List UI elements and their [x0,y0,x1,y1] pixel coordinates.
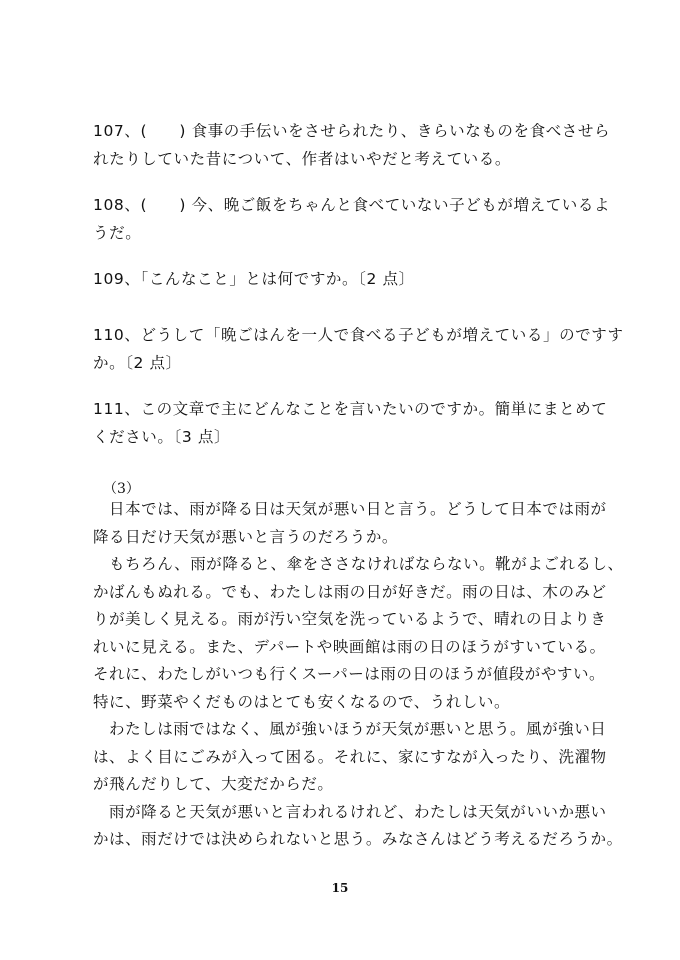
passage-line: れいに見える。また、デパートや映画館は雨の日のほうがすいている。 [93,637,606,656]
passage-line: 特に、野菜やくだものはとても安くなるので、うれしい。 [93,692,510,711]
passage-line: かばんもぬれる。でも、わたしは雨の日が好きだ。雨の日は、木のみど [93,582,607,601]
question-line: 109、「こんなこと」とは何ですか。〔2 点〕 [93,270,415,288]
passage-line: わたしは雨ではなく、風が強いほうが天気が悪いと思う。風が強い日 [93,720,607,738]
passage-line: 日本では、雨が降る日は天気が悪い日と言う。どうして日本では雨が [93,500,607,518]
passage-line: は、よく目にごみが入って困る。それに、家にすなが入ったり、洗濯物 [93,747,607,766]
question-107 [93,117,611,173]
passage-line: 降る日だけ天気が悪いと言うのだろうか。 [93,527,398,546]
question-line: 108、( ) 今、晩ご飯をちゃんと食べていない子どもが増えているよ [93,196,611,214]
passage-line: りが美しく見える。雨が汚い空気を洗っているようで、晴れの日よりき [93,610,607,628]
question-line: 107、( ) 食事の手伝いをさせられたり、きらいなものを食べさせら [93,122,611,140]
question-111 [93,395,608,451]
passage-line: もちろん、雨が降ると、傘をささなければならない。靴がよごれるし、 [93,555,624,573]
passage-line: かは、雨だけでは決められないと思う。みなさんはどう考えるだろうか。 [93,830,623,848]
passage-line: が飛んだりして、大変だからだ。 [93,775,334,793]
passage-line: 雨が降ると天気が悪いと言われるけれど、わたしは天気がいいか悪い [93,802,607,821]
question-line: うだ。 [93,224,142,242]
question-109 [93,265,593,293]
question-line: 111、この文章で主にどんなことを言いたいのですか。簡単にまとめて [93,400,608,418]
question-line: ください。〔3 点〕 [93,428,231,446]
question-110 [93,321,624,377]
question-line: か。〔2 点〕 [93,354,182,372]
question-line: れたりしていた昔について、作者はいやだと考えている。 [93,150,511,168]
reading-passage [93,496,624,854]
passage-label: （3） [103,481,140,497]
question-108 [93,191,611,247]
passage-line: それに、わたしがいつも行くスーパーは雨の日のほうが値段がやすい。 [93,665,606,683]
question-line: 110、どうして「晩ごはんを一人で食べる子どもが増えている」のですす [93,326,624,344]
page-number: 15 [331,881,349,895]
